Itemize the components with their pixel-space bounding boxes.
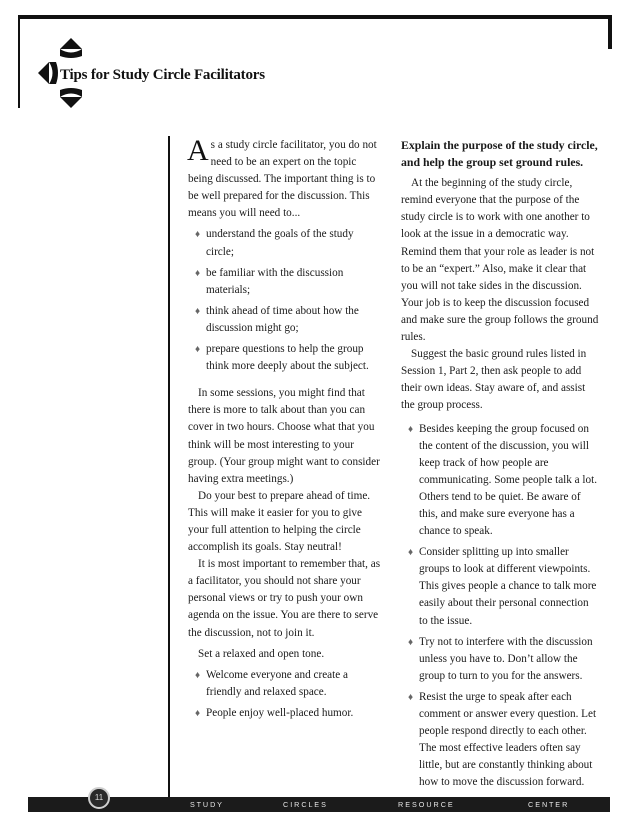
diamond-bullet-icon: ♦ bbox=[195, 344, 201, 356]
list-item-text: think ahead of time about how the discussion might go; bbox=[206, 304, 359, 334]
paragraph: Suggest the basic ground rules listed in Session 1, Part 2, then ask people to add their own ideas. Stay aware of, and assist the group process. bbox=[401, 348, 587, 412]
list-item bbox=[401, 689, 599, 792]
list-item bbox=[401, 634, 599, 685]
column-divider-rule bbox=[168, 136, 170, 798]
list-item bbox=[188, 705, 384, 722]
diamond-bullet-icon: ♦ bbox=[408, 691, 414, 703]
paragraph: At the beginning of the study circle, remind everyone that the purpose of the study circle is to work with one another to look at the issue in a democratic way. Remind them that your role as leader is not to be an “expert.” Also, make it clear that you will not take sides in the discussion. Your job is to keep the discussion focused and make sure the group follows the ground rules. bbox=[401, 177, 599, 344]
diamond-bullet-icon: ♦ bbox=[195, 707, 201, 719]
list-item-text: be familiar with the discussion materials; bbox=[206, 266, 344, 296]
page-number: 11 bbox=[88, 787, 110, 809]
list-item bbox=[188, 341, 384, 375]
list-item-text: understand the goals of the study circle; bbox=[206, 228, 354, 258]
drop-cap: A bbox=[187, 134, 209, 167]
prep-bullet-list bbox=[188, 226, 384, 375]
list-item bbox=[401, 544, 599, 629]
footer-word-resource: R E S O U R C E bbox=[398, 800, 453, 809]
list-item-text: Besides keeping the group focused on the content of the discussion, you will keep track of how people are communicating. Some people talk a lot. Others tend to be quiet. Be aware of this, and make sure everyone has a chance to speak. bbox=[419, 422, 598, 538]
list-item-text: Resist the urge to speak after each comment or answer every question. Let people respond directly to each other. The most effective leaders often say little, but are constantly thinking about how to move the discussion forward. bbox=[419, 690, 597, 789]
facilitation-bullet-list bbox=[401, 421, 599, 792]
list-item-text: Welcome everyone and create a friendly and relaxed space. bbox=[206, 668, 348, 698]
list-item-text: People enjoy well-placed humor. bbox=[206, 706, 354, 719]
frame-right-rule bbox=[608, 15, 612, 49]
footer-word-center: C E N T E R bbox=[528, 800, 568, 809]
paragraph: It is most important to remember that, as a facilitator, you should not share your personal views or try to push your own agenda on the issue. You are there to serve the discussion, not to join it. bbox=[188, 558, 381, 639]
list-item bbox=[401, 421, 599, 541]
intro-paragraph bbox=[187, 134, 384, 222]
section-heading: Explain the purpose of the study circle, and help the group set ground rules. bbox=[401, 138, 598, 170]
diamond-bullet-icon: ♦ bbox=[408, 547, 414, 559]
page-title: Tips for Study Circle Facilitators bbox=[60, 67, 265, 83]
diamond-bullet-icon: ♦ bbox=[195, 267, 201, 279]
footer-word-study: S T U D Y bbox=[190, 800, 222, 809]
left-column bbox=[187, 134, 384, 728]
list-item-text: Try not to interfere with the discussion unless you have to. Don’t allow the group to turn to you for the answers. bbox=[419, 635, 593, 682]
diamond-bullet-icon: ♦ bbox=[195, 229, 201, 241]
intro-text: s a study circle facilitator, you do not need to be an expert on the topic being discussed. The important thing is to be well prepared for the discussion. This means you will need to... bbox=[188, 139, 377, 220]
diamond-bullet-icon: ♦ bbox=[195, 305, 201, 317]
footer-word-circles: C I R C L E S bbox=[283, 800, 326, 809]
list-item-text: prepare questions to help the group think more deeply about the subject. bbox=[206, 343, 369, 373]
diamond-bullet-icon: ♦ bbox=[408, 636, 414, 648]
right-column bbox=[401, 137, 599, 797]
diamond-bullet-icon: ♦ bbox=[408, 423, 414, 435]
tone-bullet-list bbox=[188, 667, 384, 722]
list-item bbox=[188, 667, 384, 701]
list-item bbox=[188, 303, 384, 337]
frame-top-rule bbox=[18, 15, 612, 19]
diamond-bullet-icon: ♦ bbox=[195, 669, 201, 681]
paragraph: Set a relaxed and open tone. bbox=[198, 647, 325, 660]
paragraph: Do your best to prepare ahead of time. This will make it easier for you to give your full attention to helping the circle accomplish its goals. Stay neutral! bbox=[188, 489, 371, 554]
list-item-text: Consider splitting up into smaller groups to look at different viewpoints. This gives people a chance to talk more easily about their personal connection to the issue. bbox=[419, 546, 597, 627]
list-item bbox=[188, 265, 384, 299]
paragraph: In some sessions, you might find that there is more to talk about than you can cover in two hours. Choose what that you think will be most interesting to your group. (Your group might want to consider having extra meetings.) bbox=[188, 387, 380, 485]
frame-left-rule bbox=[18, 15, 20, 108]
footer-bar bbox=[28, 797, 610, 812]
list-item bbox=[188, 226, 384, 260]
